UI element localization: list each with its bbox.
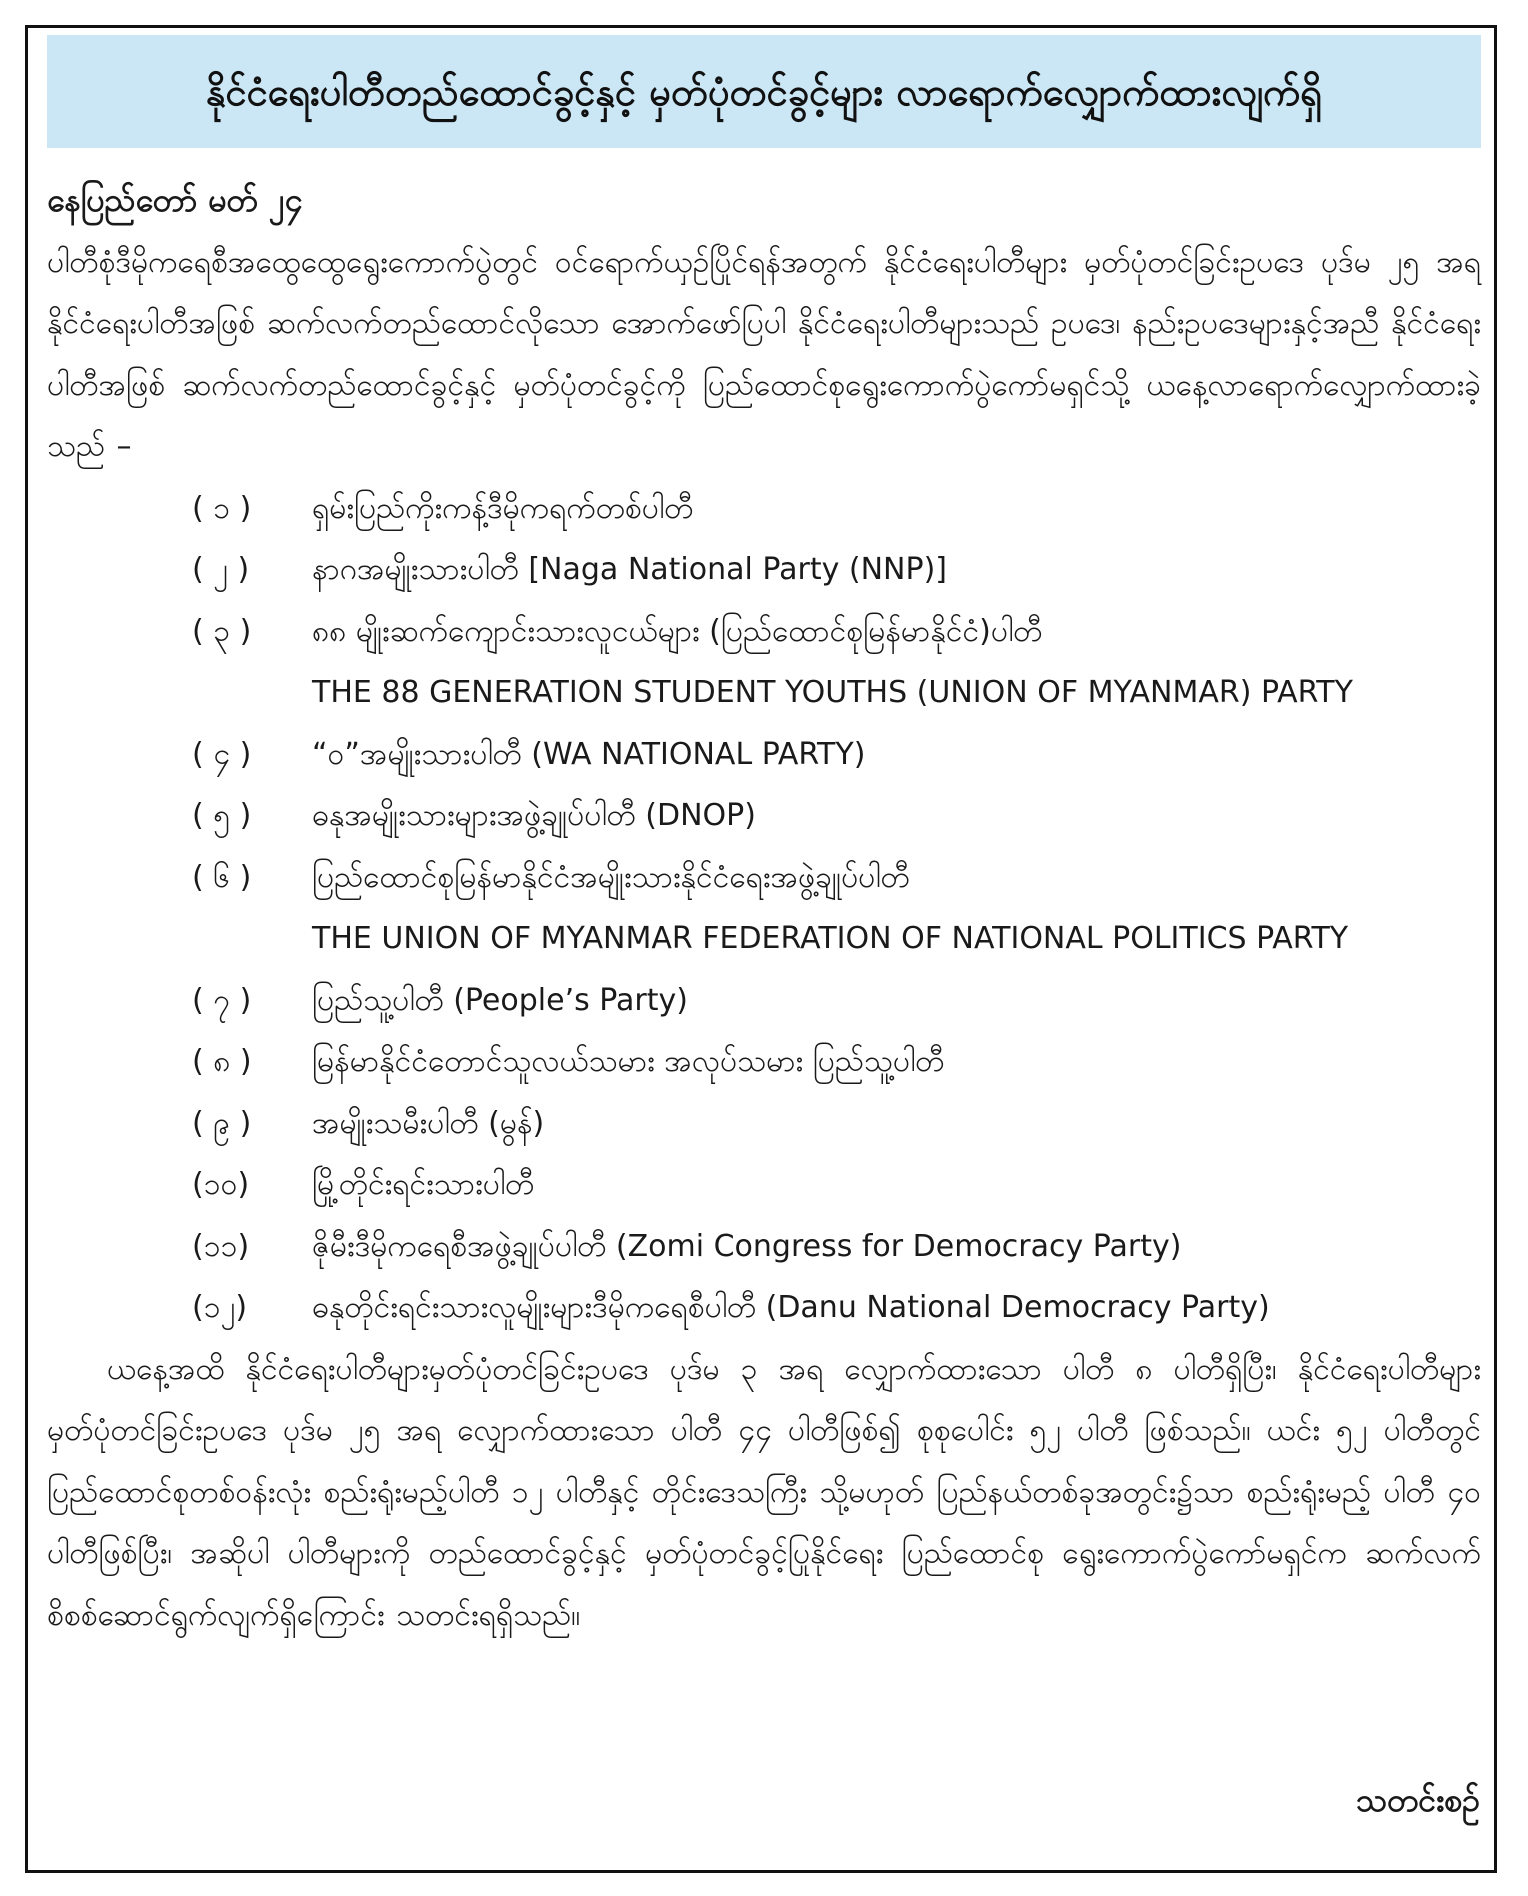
list-item: [47, 847, 1481, 970]
list-item: [47, 1031, 1481, 1093]
list-item-number: (၁၁): [192, 1228, 250, 1264]
headline-banner: [47, 35, 1481, 148]
party-name: ဓနုအမျိုးသားများအဖွဲ့ချုပ်ပါတီ (DNOP): [312, 798, 756, 833]
list-item-number: (၁၂): [192, 1290, 248, 1325]
list-item: [47, 1216, 1481, 1278]
list-item-number: ( ၁ ): [192, 490, 252, 526]
list-item: [47, 539, 1481, 601]
list-item-number: ( ၇ ): [192, 982, 252, 1018]
list-item-number: ( ၅ ): [192, 798, 252, 833]
article-body: [47, 170, 1481, 1646]
list-item: [47, 601, 1481, 724]
closing-paragraph: ယနေ့အထိ နိုင်ငံရေးပါတီများမှတ်ပုံတင်ခြင်းဥပဒေ ပုဒ်မ ၃ အရ လျှောက်ထားသော ပါတီ ၈ ပါတီရှိပြီး၊ နိုင်ငံရေးပါတီများမှတ်ပုံတင်ခြင်းဥပဒေ ပုဒ်မ ၂၅ အရ လျှောက်ထားသော ပါတီ ၄၄ ပါတီဖြစ်၍ စုစုပေါင်း ၅၂ ပါတီ ဖြစ်သည်။ ယင်း ၅၂ ပါတီတွင် ပြည်ထောင်စုတစ်ဝန်းလုံး စည်းရုံးမည့်ပါတီ ၁၂ ပါတီနှင့် တိုင်းဒေသကြီး သို့မဟုတ် ပြည်နယ်တစ်ခုအတွင်း၌သာ စည်းရုံးမည့် ပါတီ ၄၀ ပါတီဖြစ်ပြီး၊ အဆိုပါ ပါတီများကို တည်ထောင်ခွင့်နှင့် မှတ်ပုံတင်ခွင့်ပြုနိုင်ရေး ပြည်ထောင်စု ရွေးကောက်ပွဲကော်မရှင်က ဆက်လက်စိစစ်ဆောင်ရွက်လျက်ရှိကြောင်း သတင်းရရှိသည်။: [47, 1351, 1481, 1633]
party-name: ပြည်ထောင်စုမြန်မာနိုင်ငံအမျိုးသားနိုင်ငံရေးအဖွဲ့ချုပ်ပါတီ: [312, 859, 910, 895]
party-name: ပြည်သူ့ပါတီ (People’s Party): [312, 982, 688, 1018]
party-name-english: THE UNION OF MYANMAR FEDERATION OF NATIONAL POLITICS PARTY: [312, 921, 1349, 956]
list-item-number: ( ၆ ): [192, 859, 252, 895]
list-item-number: ( ၃ ): [192, 613, 252, 649]
dateline: နေပြည်တော် မတ် ၂၄: [47, 181, 303, 219]
list-item-number: ( ၄ ): [192, 736, 252, 772]
party-name-english: THE 88 GENERATION STUDENT YOUTHS (UNION OF MYANMAR) PARTY: [312, 675, 1353, 710]
party-list: [47, 478, 1481, 1339]
party-name: ဓနုတိုင်းရင်းသားလူမျိုးများဒီမိုကရေစီပါတီ (Danu National Democracy Party): [312, 1290, 1270, 1325]
signature: သတင်းစဉ်: [1356, 1781, 1480, 1819]
list-item-number: (၁၀): [192, 1167, 250, 1202]
list-item-number: ( ၈ ): [192, 1044, 252, 1079]
party-name: “ဝ”အမျိုးသားပါတီ (WA NATIONAL PARTY): [312, 736, 866, 772]
intro-paragraph: ပါတီစုံဒီမိုကရေစီအထွေထွေရွေးကောက်ပွဲတွင် ဝင်ရောက်ယှဉ်ပြိုင်ရန်အတွက် နိုင်ငံရေးပါတီများ မှတ်ပုံတင်ခြင်းဥပဒေ ပုဒ်မ ၂၅ အရ နိုင်ငံရေးပါတီအဖြစ် ဆက်လက်တည်ထောင်လိုသော အောက်ဖော်ပြပါ နိုင်ငံရေးပါတီများသည် ဥပဒေ၊ နည်းဥပဒေများနှင့်အညီ နိုင်ငံရေးပါတီအဖြစ် ဆက်လက်တည်ထောင်ခွင့်နှင့် မှတ်ပုံတင်ခွင့်ကို ပြည်ထောင်စုရွေးကောက်ပွဲကော်မရှင်သို့ ယနေ့လာရောက်လျှောက်ထားခဲ့သည် –: [47, 244, 1481, 464]
party-name: ရှမ်းပြည်ကိုးကန့်ဒီမိုကရက်တစ်ပါတီ: [312, 490, 694, 526]
party-name: ဇိုမီးဒီမိုကရေစီအဖွဲ့ချုပ်ပါတီ (Zomi Congress for Democracy Party): [312, 1228, 1182, 1264]
list-item: [47, 1277, 1481, 1339]
list-item: [47, 785, 1481, 847]
list-item: [47, 1093, 1481, 1155]
list-item: [47, 724, 1481, 786]
list-item-number: ( ၂ ): [192, 552, 250, 587]
party-name: မြန်မာနိုင်ငံတောင်သူလယ်သမား အလုပ်သမား ပြည်သူ့ပါတီ: [312, 1044, 945, 1079]
party-name: အမျိုးသမီးပါတီ (မွန်): [312, 1105, 545, 1141]
headline: နိုင်ငံရေးပါတီတည်ထောင်ခွင့်နှင့် မှတ်ပုံတင်ခွင့်များ လာရောက်လျှောက်ထားလျက်ရှိ: [205, 69, 1323, 114]
list-item: [47, 970, 1481, 1032]
party-name: မြို့တိုင်းရင်းသားပါတီ: [312, 1167, 535, 1202]
list-item: [47, 1154, 1481, 1216]
list-item-number: ( ၉ ): [192, 1105, 252, 1141]
party-name: ၈၈ မျိုးဆက်ကျောင်းသားလူငယ်များ (ပြည်ထောင်စုမြန်မာနိုင်ငံ)ပါတီ: [312, 613, 1043, 649]
list-item: [47, 478, 1481, 540]
party-name: နာဂအမျိုးသားပါတီ [Naga National Party (NNP)]: [312, 552, 947, 587]
